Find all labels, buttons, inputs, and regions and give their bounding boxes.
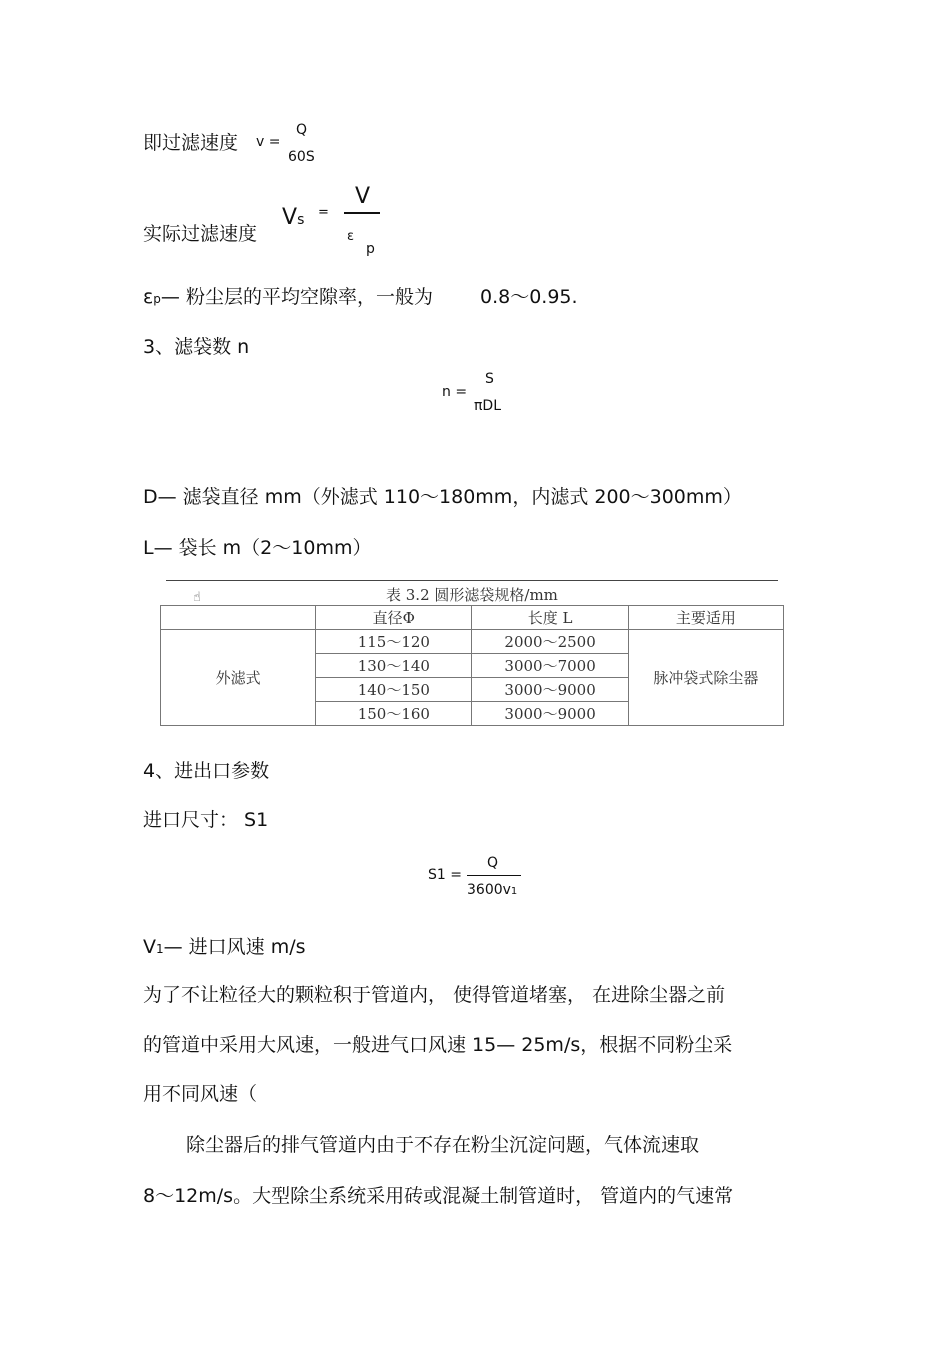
table-header-diameter: 直径Φ: [316, 606, 472, 630]
fraction-bar: [344, 212, 380, 214]
table-row-label: 外滤式: [161, 630, 316, 726]
definition-d: D— 滤袋直径 mm（外滤式 110～180mm，内滤式 200～300mm）: [143, 486, 742, 508]
filter-velocity-label: 即过滤速度: [143, 132, 239, 154]
fraction-numerator-q: Q: [296, 122, 308, 138]
fraction-numerator-v: V: [355, 184, 371, 209]
epsilon-symbol: ε: [347, 229, 355, 244]
paragraph-line: 为了不让粒径大的颗粒积于管道内， 使得管道堵塞， 在进除尘器之前: [143, 984, 726, 1006]
table-cell-length: 3000～9000: [472, 678, 628, 702]
fraction-bar-s1: [467, 875, 521, 876]
table-cell-length: 3000～9000: [472, 702, 628, 726]
fraction-denominator-pidl: πDL: [474, 398, 502, 414]
section-4-heading: 4、进出口参数: [143, 760, 270, 782]
table-header-row: [161, 606, 784, 630]
table-cell-diameter: 130～140: [316, 654, 472, 678]
inlet-size-label: 进口尺寸： S1: [143, 809, 269, 831]
table-header-empty: [161, 606, 316, 630]
table-cell-application: 脉冲袋式除尘器: [628, 630, 783, 726]
table-cell-length: 3000～7000: [472, 654, 628, 678]
table-cell-diameter: 150～160: [316, 702, 472, 726]
table-row: [161, 630, 784, 654]
n-equals: n =: [442, 384, 468, 400]
s1-equals: S1 =: [428, 867, 462, 883]
table-top-rule: [166, 580, 778, 581]
table-header-length: 长度 L: [472, 606, 628, 630]
fraction-numerator-q2: Q: [487, 855, 499, 871]
epsilon-subscript: p: [366, 241, 375, 257]
table-caption: 表 3.2 圆形滤袋规格/mm: [386, 586, 558, 604]
paragraph-line: 用不同风速（: [143, 1083, 258, 1105]
actual-filter-velocity-label: 实际过滤速度: [143, 223, 258, 245]
section-3-heading: 3、滤袋数 n: [143, 336, 250, 358]
vs-symbol: Vs: [282, 205, 305, 230]
filter-bag-spec-table: [160, 605, 784, 724]
table-header-application: 主要适用: [628, 606, 783, 630]
table-cell-length: 2000～2500: [472, 630, 628, 654]
paragraph-line: 的管道中采用大风速，一般进气口风速 15— 25m/s，根据不同粉尘采: [143, 1034, 733, 1056]
equals-sign: =: [318, 205, 329, 220]
hand-icon: ☝: [193, 590, 201, 605]
fraction-denominator-3600v1: 3600v1: [467, 882, 518, 898]
fraction-denominator-60s: 60S: [288, 149, 315, 165]
paragraph-line: 8～12m/s。大型除尘系统采用砖或混凝土制管道时， 管道内的气速常: [143, 1185, 734, 1207]
definition-l: L— 袋长 m（2～10mm）: [143, 537, 372, 559]
v-equals: v =: [256, 134, 281, 150]
porosity-value: 0.8～0.95.: [480, 286, 578, 308]
porosity-definition: εp— 粉尘层的平均空隙率，一般为: [143, 286, 433, 308]
table-cell-diameter: 140～150: [316, 678, 472, 702]
table-cell-diameter: 115～120: [316, 630, 472, 654]
definition-v1: V1— 进口风速 m/s: [143, 936, 306, 958]
fraction-numerator-s: S: [485, 371, 494, 387]
paragraph-line: 除尘器后的排气管道内由于不存在粉尘沉淀问题，气体流速取: [186, 1134, 700, 1156]
